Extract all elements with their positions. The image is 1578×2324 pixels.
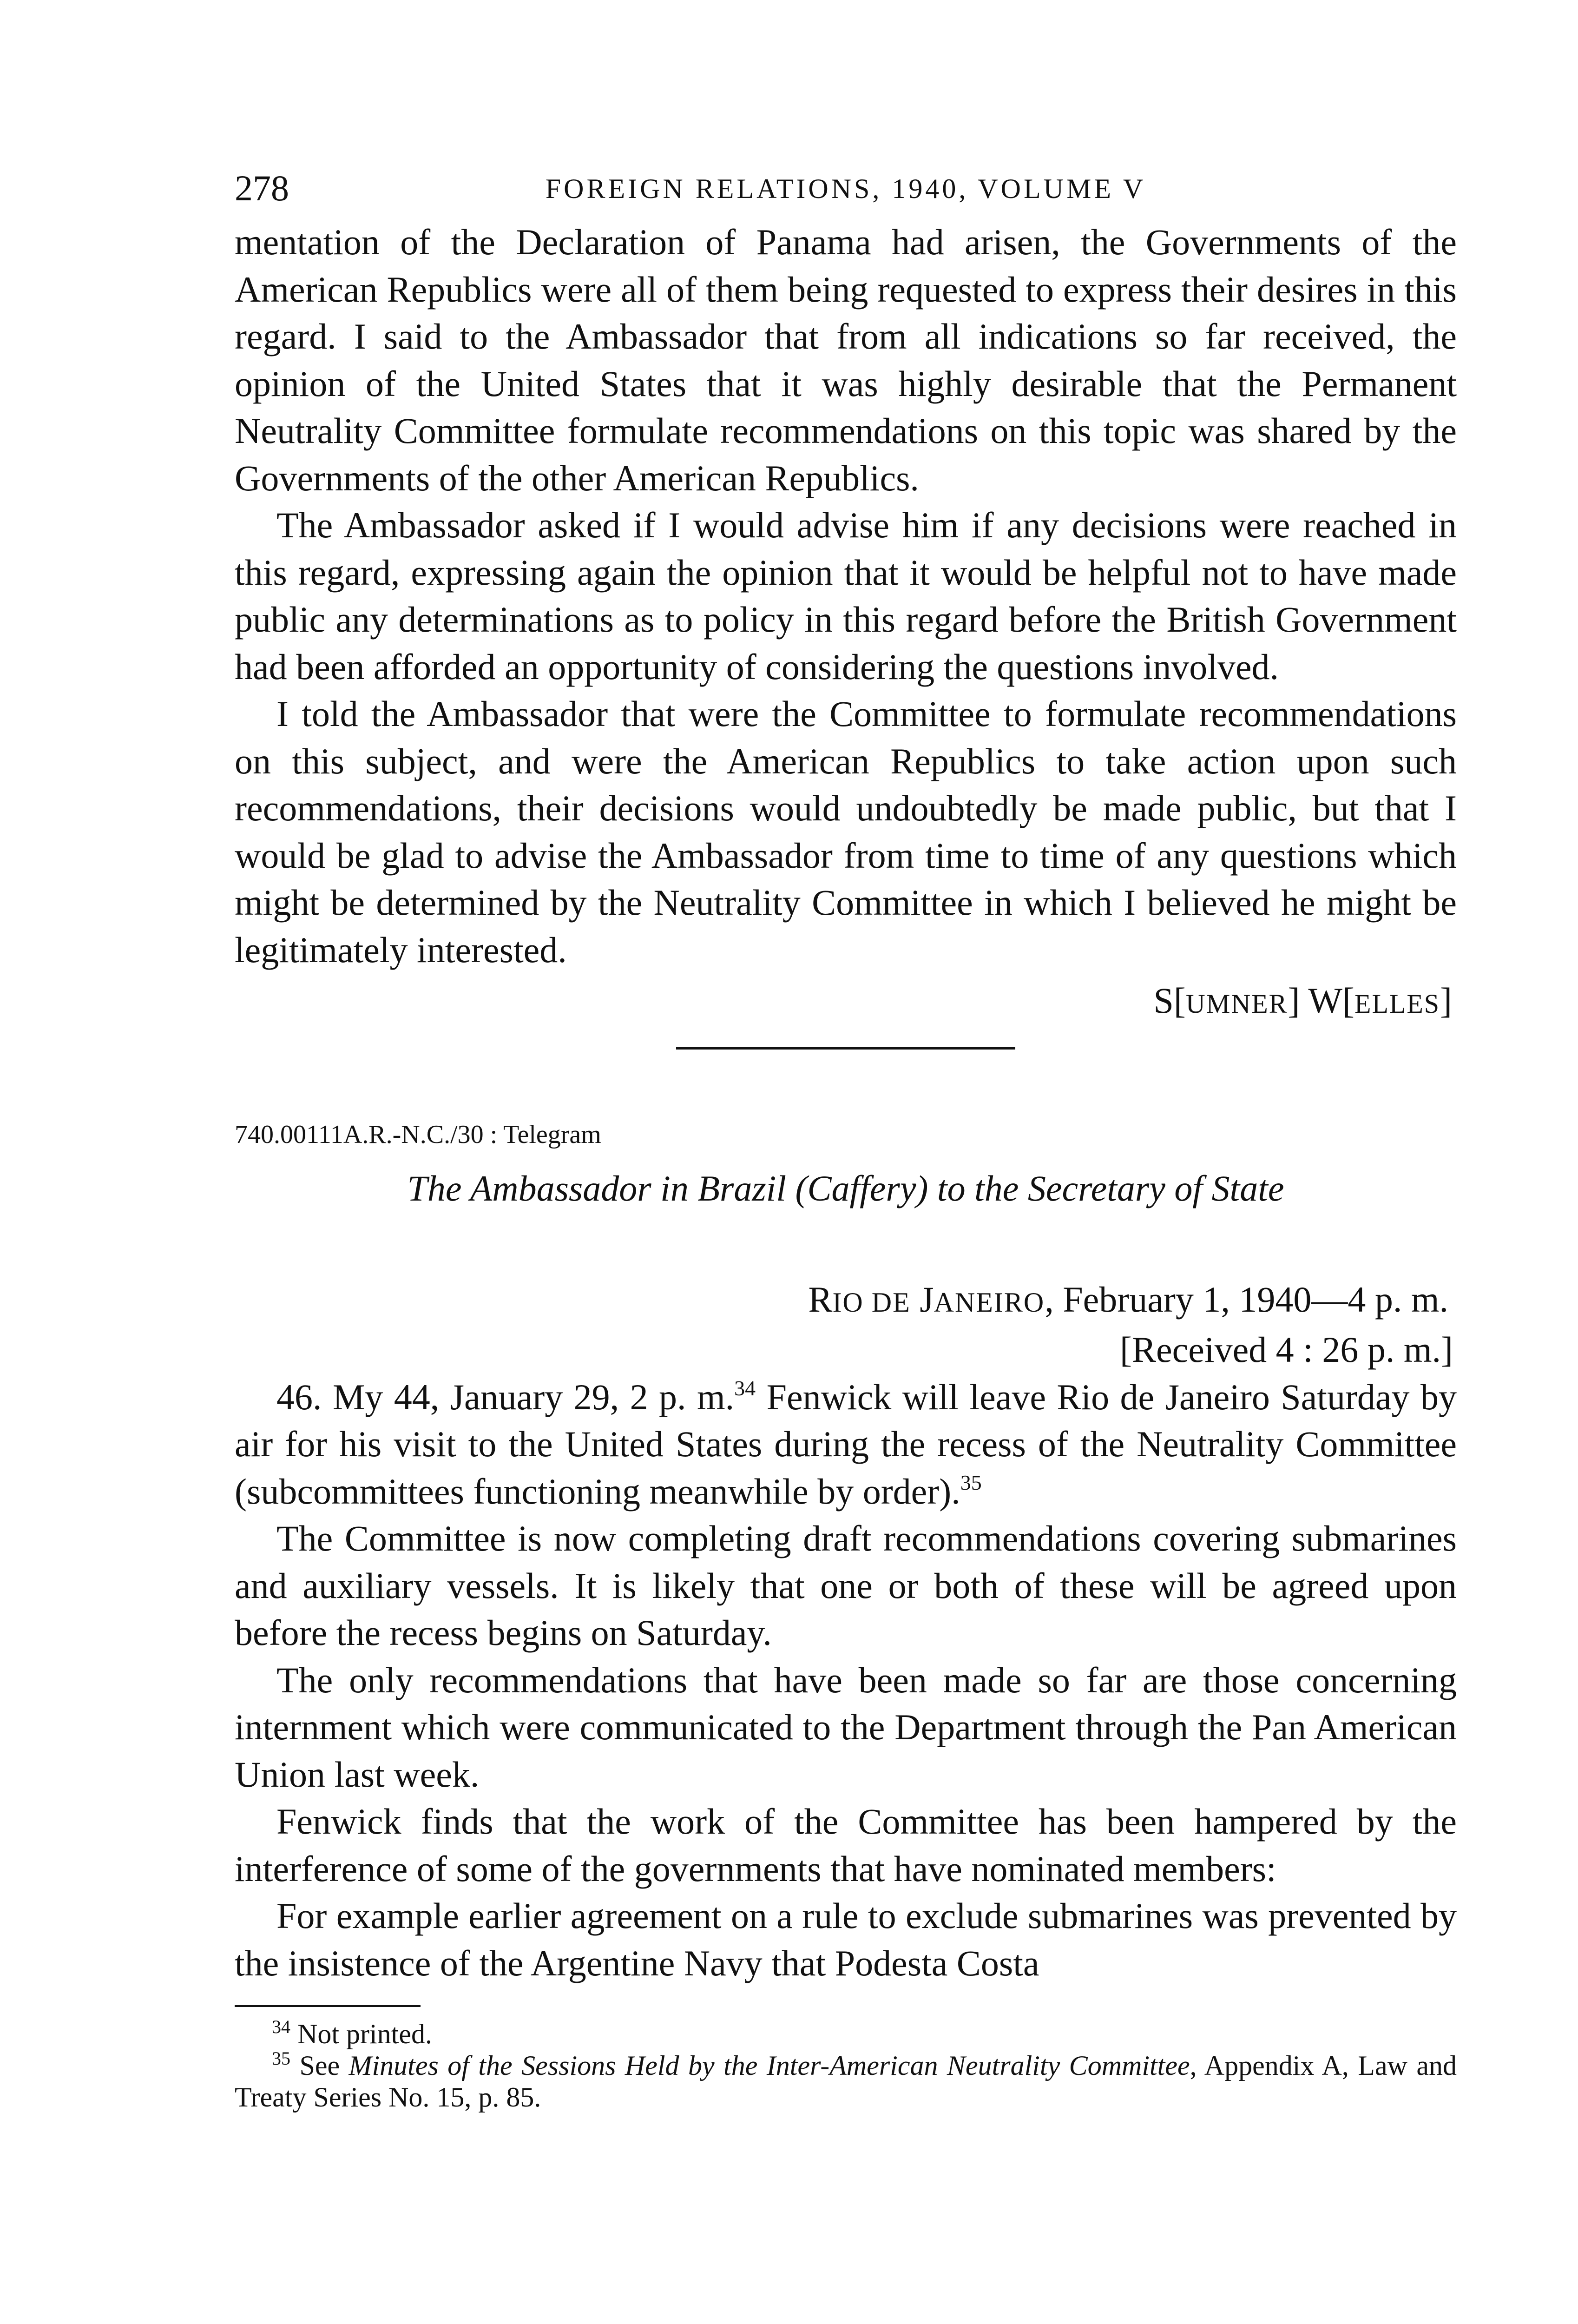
running-head-title: FOREIGN RELATIONS, 1940, VOLUME V bbox=[545, 173, 1146, 204]
running-head bbox=[235, 167, 1457, 218]
paragraph: The Committee is now completing draft recommendations covering submarines and auxiliary vessels. It is likely that one or both of these will be agreed upon before the recess begins on Saturday. bbox=[235, 1518, 1457, 1653]
body-text bbox=[235, 218, 1457, 973]
footnote-ref: 35 bbox=[960, 1470, 982, 1494]
paragraph: 46. My 44, January 29, 2 p. m.$^{34}$ Fenwick will leave Rio de Janeiro Saturday by air for his visit to the United States during the recess of the Neutrality Committee (subcommittees functioning meanwhile by order).$^{35}$ bbox=[235, 1376, 1457, 1512]
signature-smallcaps: UMNER bbox=[1185, 989, 1288, 1019]
received-line: [Received 4 : 26 p. m.] bbox=[1120, 1329, 1453, 1370]
footnotes bbox=[235, 2018, 1457, 2113]
section-divider bbox=[676, 1047, 1015, 1050]
file-reference: 740.00111A.R.-N.C./30 : Telegram bbox=[235, 1120, 601, 1149]
paragraph: I told the Ambassador that were the Committee to formulate recommendations on this subject, and were the American Republics to take action upon such recommendations, their decisions would undoubtedly be made public, but that I would be glad to advise the Ambassador from time to time of any questions which might be determined by the Neutrality Committee in which I believed he might be legitimately interested. bbox=[235, 693, 1457, 970]
paragraph: Fenwick finds that the work of the Committee has been hampered by the interference of some of the governments that have nominated members: bbox=[235, 1801, 1457, 1889]
footnote-ref: 34 bbox=[734, 1376, 756, 1400]
page-number: 278 bbox=[235, 168, 289, 208]
telegram-text bbox=[235, 1373, 1457, 1987]
paragraph: The Ambassador asked if I would advise him if any decisions were reached in this regard, expressing again the opinion that it would be helpful not to have made public any determinations as to policy in this regard before the British Government had been afforded an opportunity of considering the questions involved. bbox=[235, 505, 1457, 687]
paragraph: mentation of the Declaration of Panama had arisen, the Governments of the American Republics were all of them being requested to express their desires in this regard. I said to the Ambassador that from all indications so far received, the opinion of the United States that it was highly desirable that the Permanent Neutrality Committee formulate recommendations on this topic was shared by the Governments of the other American Republics. bbox=[235, 222, 1457, 498]
signature-smallcaps: ELLES bbox=[1354, 989, 1440, 1019]
paragraph: The only recommendations that have been made so far are those concerning internment which were communicated to the Department through the Pan American Union last week. bbox=[235, 1659, 1457, 1795]
dateline: RIO DE JANEIRO, February 1, 1940—4 p. m. bbox=[808, 1279, 1448, 1320]
footnote: $^{35}$ See Minutes of the Sessions Held by the Inter-American Neutrality Committee, Appendix A, Law and Treaty Series No. 15, p. 85. bbox=[235, 2048, 1457, 2113]
paragraph: For example earlier agreement on a rule to exclude submarines was prevented by the insistence of the Argentine Navy that Podesta Costa bbox=[235, 1895, 1457, 1983]
document-title: The Ambassador in Brazil (Caffery) to the Secretary of State bbox=[407, 1168, 1284, 1208]
footnote: $^{34}$ Not printed. bbox=[272, 2016, 432, 2049]
signature: S[UMNER] W[ELLES] bbox=[1153, 980, 1452, 1021]
document-page bbox=[235, 167, 1457, 2113]
footnote-divider bbox=[235, 2005, 421, 2007]
